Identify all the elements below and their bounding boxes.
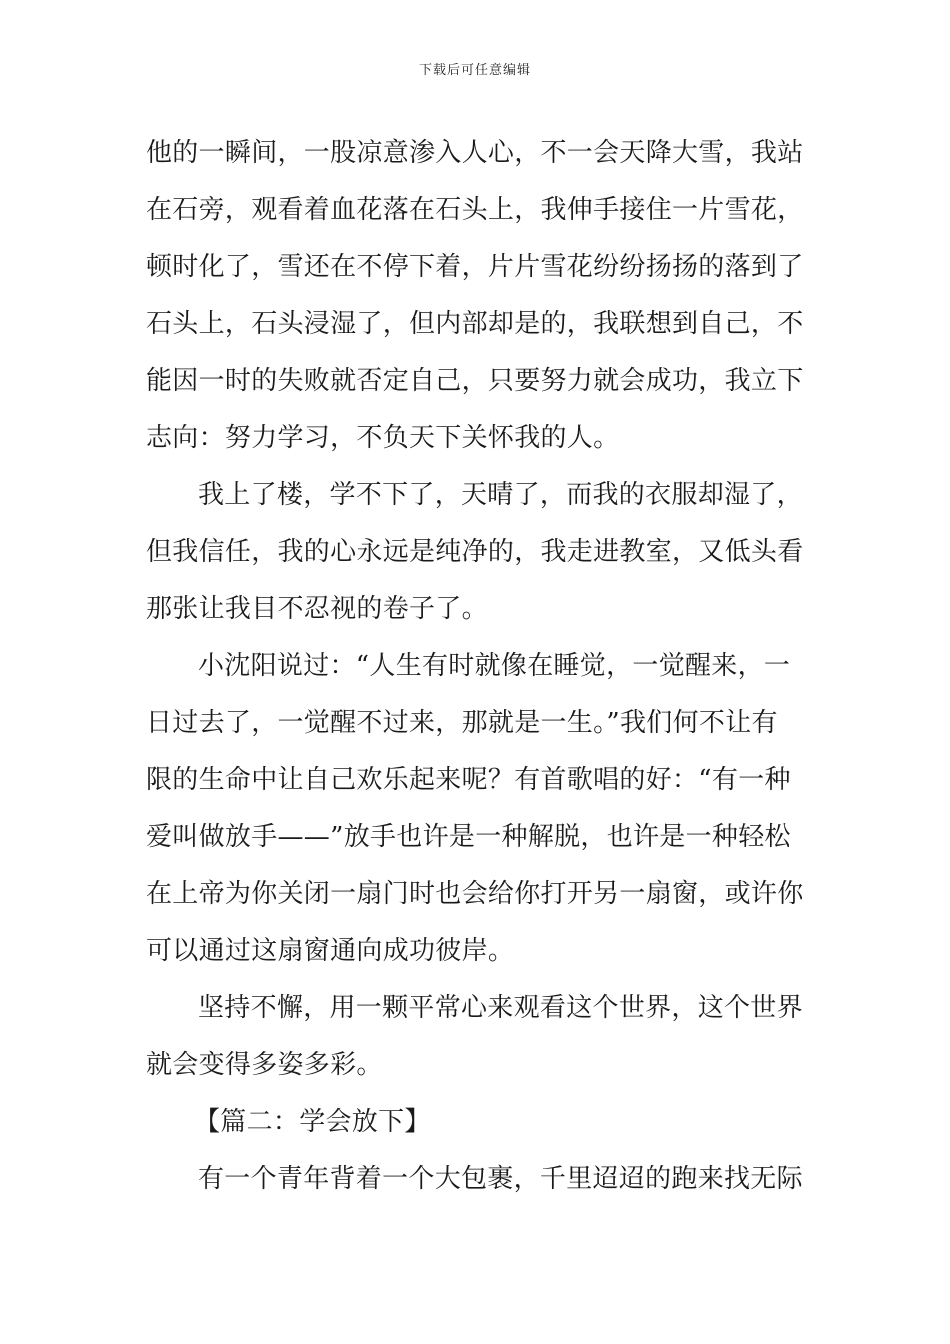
paragraph-line: 在上帝为你关闭一扇门时也会给你打开另一扇窗，或许你: [146, 879, 804, 909]
paragraph-line: 有一个青年背着一个大包裹，千里迢迢的跑来找无际: [198, 1164, 803, 1194]
paragraph-line: 石头上，石头浸湿了，但内部却是的，我联想到自己，不: [146, 309, 804, 339]
paragraph-line: 小沈阳说过：“人生有时就像在睡觉，一觉醒来，一: [198, 651, 791, 681]
page-header: 下载后可任意编辑: [418, 63, 531, 78]
paragraph-line: 可以通过这扇窗通向成功彼岸。: [146, 936, 515, 966]
paragraph-line: 但我信任，我的心永远是纯净的，我走进教室，又低头看: [146, 537, 804, 567]
paragraph-line: 我上了楼，学不下了，天晴了，而我的衣服却湿了，: [198, 480, 803, 510]
paragraph-line: 那张让我目不忍视的卷子了。: [146, 594, 488, 624]
paragraph-line: 顿时化了，雪还在不停下着，片片雪花纷纷扬扬的落到了: [146, 252, 804, 282]
document-body: [146, 128, 808, 1211]
paragraph-line: 爱叫做放手——”放手也许是一种解脱，也许是一种轻松: [146, 822, 791, 852]
paragraph-line: 坚持不懈，用一颗平常心来观看这个世界，这个世界: [198, 993, 803, 1023]
paragraph-line: 日过去了，一觉醒不过来，那就是一生。”我们何不让有: [146, 708, 778, 738]
section-heading: 【篇二：学会放下】: [194, 1107, 431, 1137]
paragraph-line: 志向：努力学习，不负天下关怀我的人。: [146, 423, 620, 453]
paragraph-line: 能因一时的失败就否定自己，只要努力就会成功，我立下: [146, 366, 804, 396]
paragraph-line: 就会变得多姿多彩。: [146, 1050, 383, 1080]
paragraph-line: 在石旁，观看着血花落在石头上，我伸手接住一片雪花，: [146, 195, 804, 225]
paragraph-line: 限的生命中让自己欢乐起来呢？有首歌唱的好：“有一种: [146, 765, 791, 795]
paragraph-line: 他的一瞬间，一股凉意渗入人心，不一会天降大雪，我站: [146, 138, 804, 168]
